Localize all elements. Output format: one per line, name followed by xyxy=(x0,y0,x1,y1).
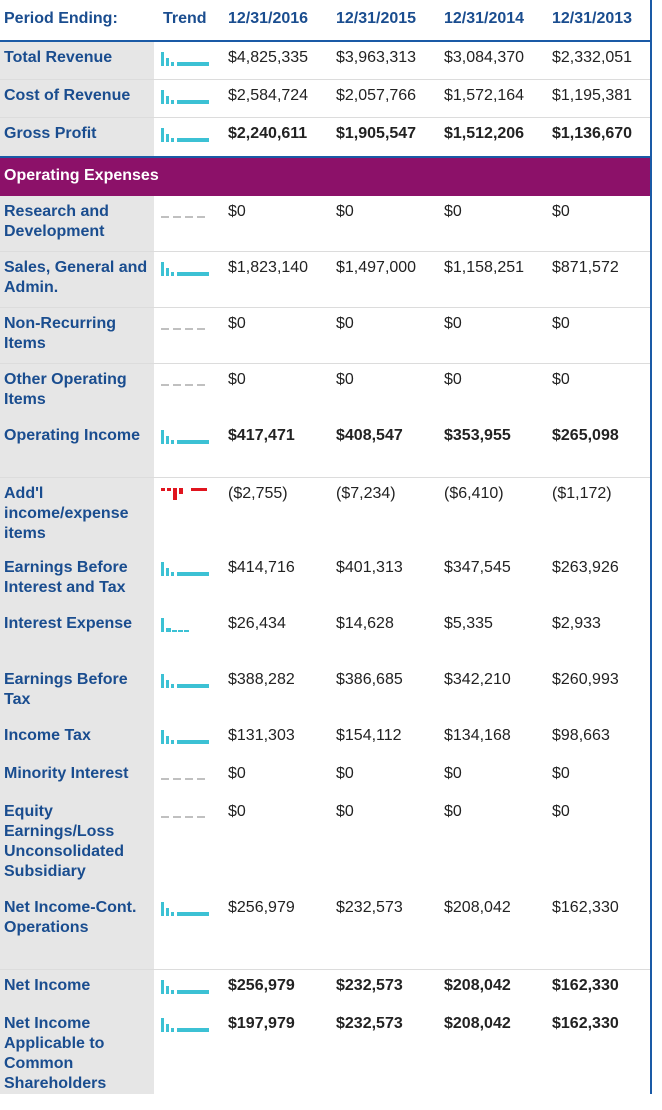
value-cell: $0 xyxy=(228,765,246,782)
value-cell: $1,136,670 xyxy=(552,125,633,142)
trend-bar xyxy=(161,430,164,444)
value-cell: ($2,755) xyxy=(228,485,288,502)
trend-bar xyxy=(184,630,189,632)
row-label: Minority Interest xyxy=(0,758,154,796)
trend-bar xyxy=(173,488,177,500)
value-cell: $14,628 xyxy=(336,615,394,632)
trend-sparkline-icon xyxy=(161,206,209,220)
row-label: Other Operating Items xyxy=(0,364,154,420)
trend-bar xyxy=(161,980,164,994)
trend-bar xyxy=(178,630,183,632)
value-cell: $5,335 xyxy=(444,615,493,632)
table-row xyxy=(0,118,650,158)
row-label: Net Income xyxy=(0,970,154,1008)
row-label: Net Income Applicable to Common Shareholders xyxy=(0,1008,154,1094)
row-label: Non-Recurring Items xyxy=(0,308,154,363)
table-row xyxy=(0,1008,650,1094)
row-label: Equity Earnings/Loss Unconsolidated Subsidiary xyxy=(0,796,154,892)
table-row xyxy=(0,720,650,758)
table-row xyxy=(0,478,650,552)
trend-sparkline-icon xyxy=(161,674,209,688)
value-cell: $2,584,724 xyxy=(228,87,309,104)
value-cell: $1,572,164 xyxy=(444,87,525,104)
value-cell: $0 xyxy=(552,315,570,332)
trend-sparkline-icon xyxy=(161,488,209,502)
value-cell: $131,303 xyxy=(228,727,295,744)
value-cell: $0 xyxy=(552,371,570,388)
value-cell: $2,057,766 xyxy=(336,87,417,104)
trend-sparkline-icon xyxy=(161,318,209,332)
value-cell: $232,573 xyxy=(336,1015,403,1032)
trend-bar xyxy=(166,568,169,576)
value-cell: $0 xyxy=(336,371,354,388)
value-cell: $386,685 xyxy=(336,671,403,688)
trend-bar xyxy=(171,272,174,276)
column-header: 12/31/2013 xyxy=(552,10,633,27)
column-header: 12/31/2016 xyxy=(228,10,309,27)
period-ending-label: Period Ending: xyxy=(4,10,118,27)
trend-sparkline-icon xyxy=(161,806,209,820)
value-cell: $26,434 xyxy=(228,615,286,632)
trend-bar xyxy=(172,630,177,632)
trend-sparkline-icon xyxy=(161,374,209,388)
trend-sparkline-icon xyxy=(161,980,209,994)
trend-bar xyxy=(171,100,174,104)
trend-bar xyxy=(177,62,209,66)
table-row xyxy=(0,970,650,1008)
table-row xyxy=(0,420,650,478)
table-row xyxy=(0,308,650,364)
row-label: Gross Profit xyxy=(0,118,154,156)
trend-bar xyxy=(166,908,169,916)
trend-bar xyxy=(177,440,209,444)
value-cell: $197,979 xyxy=(228,1015,295,1032)
trend-bar xyxy=(161,262,164,276)
value-cell: $342,210 xyxy=(444,671,511,688)
value-cell: $408,547 xyxy=(336,427,403,444)
trend-bar xyxy=(161,90,164,104)
value-cell: $2,240,611 xyxy=(228,125,308,142)
row-label: Income Tax xyxy=(0,720,154,758)
row-label: Add'l income/expense items xyxy=(0,478,154,552)
trend-bar xyxy=(177,272,209,276)
value-cell: $3,963,313 xyxy=(336,49,417,66)
value-cell: $0 xyxy=(228,371,246,388)
value-cell: $208,042 xyxy=(444,899,511,916)
value-cell: $263,926 xyxy=(552,559,619,576)
value-cell: $0 xyxy=(336,315,354,332)
value-cell: $162,330 xyxy=(552,1015,619,1032)
trend-sparkline-icon xyxy=(161,768,209,782)
value-cell: $1,497,000 xyxy=(336,259,417,276)
value-cell: $1,512,206 xyxy=(444,125,525,142)
row-label: Total Revenue xyxy=(0,42,154,79)
trend-bar xyxy=(171,138,174,142)
value-cell: $98,663 xyxy=(552,727,610,744)
value-cell: $0 xyxy=(336,765,354,782)
value-cell: $208,042 xyxy=(444,1015,511,1032)
trend-bar xyxy=(177,572,209,576)
trend-bar xyxy=(171,990,174,994)
trend-bar xyxy=(171,440,174,444)
value-cell: $871,572 xyxy=(552,259,619,276)
trend-bar xyxy=(161,52,164,66)
table-row xyxy=(0,364,650,420)
column-header: 12/31/2014 xyxy=(444,10,525,27)
trend-bar xyxy=(161,674,164,688)
section-header: Operating Expenses xyxy=(0,158,650,196)
value-cell: $134,168 xyxy=(444,727,511,744)
trend-bar xyxy=(177,684,209,688)
trend-bar xyxy=(161,128,164,142)
value-cell: $414,716 xyxy=(228,559,295,576)
value-cell: $401,313 xyxy=(336,559,403,576)
trend-sparkline-icon xyxy=(161,52,209,66)
table-row xyxy=(0,42,650,80)
value-cell: $0 xyxy=(552,803,570,820)
row-label: Earnings Before Interest and Tax xyxy=(0,552,154,608)
row-label: Net Income-Cont. Operations xyxy=(0,892,154,969)
value-cell: ($1,172) xyxy=(552,485,612,502)
trend-bar xyxy=(161,730,164,744)
table-row xyxy=(0,664,650,720)
value-cell: $1,905,547 xyxy=(336,125,417,142)
value-cell: $162,330 xyxy=(552,899,619,916)
trend-bar xyxy=(177,100,209,104)
trend-bar xyxy=(166,134,169,142)
trend-bar xyxy=(166,986,169,994)
value-cell: $265,098 xyxy=(552,427,619,444)
table-row xyxy=(0,892,650,970)
trend-bar xyxy=(171,740,174,744)
value-cell: $2,933 xyxy=(552,615,601,632)
trend-bar xyxy=(199,488,207,491)
value-cell: $353,955 xyxy=(444,427,511,444)
trend-bar xyxy=(166,628,171,632)
value-cell: $4,825,335 xyxy=(228,49,309,66)
trend-sparkline-icon xyxy=(161,730,209,744)
trend-bar xyxy=(177,740,209,744)
table-row xyxy=(0,196,650,252)
revenue-rows xyxy=(0,42,650,158)
value-cell: $0 xyxy=(228,315,246,332)
trend-bar xyxy=(177,138,209,142)
trend-bar xyxy=(171,684,174,688)
trend-bar xyxy=(166,58,169,66)
trend-bar xyxy=(166,96,169,104)
value-cell: $0 xyxy=(444,203,462,220)
trend-header: Trend xyxy=(163,10,207,27)
table-header xyxy=(0,0,650,42)
value-cell: $154,112 xyxy=(336,727,402,744)
value-cell: $417,471 xyxy=(228,427,295,444)
trend-bar xyxy=(161,488,165,491)
value-cell: $2,332,051 xyxy=(552,49,633,66)
trend-bar xyxy=(166,736,169,744)
trend-bar xyxy=(166,436,169,444)
value-cell: $347,545 xyxy=(444,559,511,576)
trend-bar xyxy=(166,1024,169,1032)
value-cell: $208,042 xyxy=(444,977,511,994)
trend-bar xyxy=(177,990,209,994)
value-cell: $0 xyxy=(444,371,462,388)
value-cell: $0 xyxy=(228,203,246,220)
trend-bar xyxy=(171,912,174,916)
row-label: Research and Development xyxy=(0,196,154,251)
trend-bar xyxy=(171,572,174,576)
row-label: Cost of Revenue xyxy=(0,80,154,117)
value-cell: $0 xyxy=(444,765,462,782)
value-cell: $256,979 xyxy=(228,977,295,994)
row-label: Sales, General and Admin. xyxy=(0,252,154,307)
value-cell: $1,195,381 xyxy=(552,87,633,104)
trend-sparkline-icon xyxy=(161,618,209,632)
value-cell: $0 xyxy=(552,765,570,782)
trend-bar xyxy=(166,680,169,688)
trend-bar xyxy=(161,562,164,576)
value-cell: $0 xyxy=(228,803,246,820)
column-header: 12/31/2015 xyxy=(336,10,417,27)
value-cell: $232,573 xyxy=(336,977,403,994)
value-cell: $1,823,140 xyxy=(228,259,309,276)
table-row xyxy=(0,80,650,118)
trend-bar xyxy=(177,1028,209,1032)
value-cell: ($7,234) xyxy=(336,485,396,502)
value-cell: $162,330 xyxy=(552,977,619,994)
trend-bar xyxy=(161,618,164,632)
value-cell: $0 xyxy=(552,203,570,220)
trend-bar xyxy=(191,488,199,491)
value-cell: $1,158,251 xyxy=(444,259,525,276)
table-row xyxy=(0,758,650,796)
table-row xyxy=(0,796,650,892)
trend-bar xyxy=(167,488,171,491)
row-label: Earnings Before Tax xyxy=(0,664,154,720)
value-cell: $0 xyxy=(336,203,354,220)
value-cell: $0 xyxy=(336,803,354,820)
value-cell: $232,573 xyxy=(336,899,403,916)
trend-sparkline-icon xyxy=(161,262,209,276)
value-cell: $260,993 xyxy=(552,671,619,688)
value-cell: $3,084,370 xyxy=(444,49,525,66)
trend-bar xyxy=(161,902,164,916)
trend-sparkline-icon xyxy=(161,128,209,142)
trend-bar xyxy=(177,912,209,916)
row-label: Interest Expense xyxy=(0,608,154,664)
trend-bar xyxy=(171,1028,174,1032)
value-cell: $0 xyxy=(444,315,462,332)
trend-sparkline-icon xyxy=(161,902,209,916)
value-cell: $0 xyxy=(444,803,462,820)
trend-sparkline-icon xyxy=(161,90,209,104)
expense-rows xyxy=(0,196,650,1094)
row-label: Operating Income xyxy=(0,420,154,477)
trend-sparkline-icon xyxy=(161,430,209,444)
table-row xyxy=(0,552,650,608)
trend-sparkline-icon xyxy=(161,1018,209,1032)
trend-bar xyxy=(161,1018,164,1032)
value-cell: ($6,410) xyxy=(444,485,504,502)
trend-sparkline-icon xyxy=(161,562,209,576)
trend-bar xyxy=(179,488,183,494)
value-cell: $256,979 xyxy=(228,899,295,916)
trend-bar xyxy=(166,268,169,276)
table-row xyxy=(0,608,650,664)
trend-bar xyxy=(171,62,174,66)
table-row xyxy=(0,252,650,308)
value-cell: $388,282 xyxy=(228,671,295,688)
